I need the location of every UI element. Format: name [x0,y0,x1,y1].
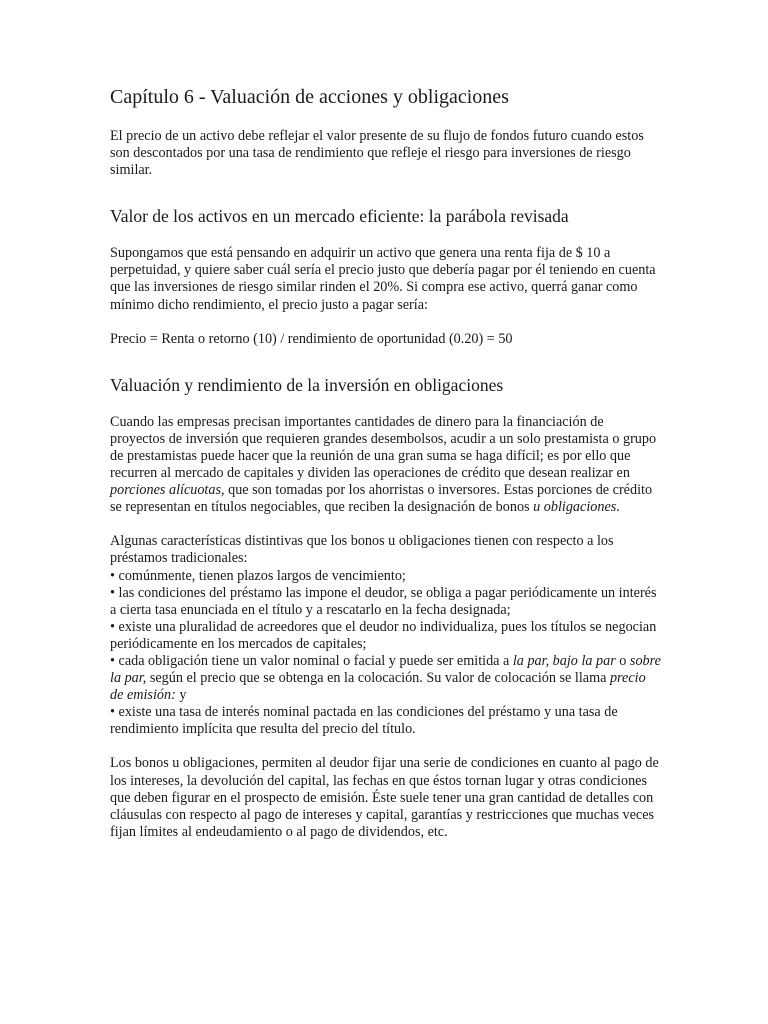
bullet-item-3: • existe una pluralidad de acreedores que el deudor no individualiza, pues los títulos se negocian periódicamente en los mercados de capitales; [110,618,657,652]
bullet-item-5: • existe una tasa de interés nominal pactada en las condiciones del préstamo y una tasa de rendimiento implícita que resulta del precio del título. [110,704,618,738]
chapter-title: Capítulo 6 - Valuación de acciones y obligaciones [110,86,509,108]
intro-paragraph: El precio de un activo debe reflejar el valor presente de su flujo de fondos futuro cuando estos son descontados por una tasa de rendimiento que refleje el riesgo para inversiones de riesgo similar. [110,128,644,179]
section2-paragraph-3: Los bonos u obligaciones, permiten al deudor fijar una serie de condiciones en cuanto al pago de los intereses, la devolución del capital, las fechas en que éstos tornan lugar y otras condiciones que deben figurar en el prospecto de emisión. Éste suele tener una gran cantidad de detalles con cláusulas con respecto al pago de intereses y capital, garantías y restricciones que muchas veces fijan límites al endeudamiento o al pago de dividendos, etc. [110,755,659,840]
bullet-item-2: • las condiciones del préstamo las impone el deudor, se obliga a pagar periódicamente un interés a cierta tasa enunciada en el título y a rescatarlo en la fecha designada; [110,584,657,618]
section-heading-mercado-eficiente: Valor de los activos en un mercado eficiente: la parábola revisada [110,206,569,227]
document-page [110,84,662,841]
bullet-icon: • [110,618,115,635]
characteristics-intro: Algunas características distintivas que los bonos u obligaciones tienen con respecto a los préstamos tradicionales: [110,533,614,567]
emphasis-porciones-alicuotas: porciones alícuotas, [110,482,225,499]
bullet-icon: • [110,584,115,601]
bullet-item-1: • comúnmente, tienen plazos largos de vencimiento; [110,567,406,584]
price-formula: Precio = Renta o retorno (10) / rendimiento de oportunidad (0.20) = 50 [110,330,513,347]
emphasis-u-obligaciones: u obligaciones [533,499,617,516]
emphasis-sobre-la-par: sobre la par, [110,652,661,687]
emphasis-la-par: la par, bajo la par [512,652,616,669]
bullet-icon: • [110,704,115,721]
emphasis-precio-emision: precio de emisión: [110,670,646,704]
bullet-icon: • [110,567,115,584]
section-heading-obligaciones: Valuación y rendimiento de la inversión en obligaciones [110,374,504,395]
bullet-item-4: • cada obligación tiene un valor nominal o facial y puede ser emitida a la par, bajo la par o sobre la par, según el precio que se obtenga en la colocación. Su valor de colocación se llama precio de emisión: y [110,652,661,704]
section2-paragraph-1: Cuando las empresas precisan importantes cantidades de dinero para la financiación de proyectos de inversión que requieren grandes desembolsos, acudir a un solo prestamista o grupo de prestamistas puede hacer que la reunión de una gran suma se haga difícil; es por ello que recurren al mercado de capitales y dividen las operaciones de crédito que desean realizar en porciones alícuotas, que son tomadas por los ahorristas o inversores. Estas porciones de crédito se representan en títulos negociables, que reciben la designación de bonos u obligaciones. [110,413,657,516]
bullet-icon: • [110,652,115,669]
section1-paragraph: Supongamos que está pensando en adquirir un activo que genera una renta fija de $ 10 a perpetuidad, y quiere saber cuál sería el precio justo que debería pagar por él teniendo en cuenta que las inversiones de riesgo similar rinden el 20%. Si compra ese activo, querrá ganar como mínimo dicho rendimiento, el precio justo a pagar sería: [110,245,656,313]
